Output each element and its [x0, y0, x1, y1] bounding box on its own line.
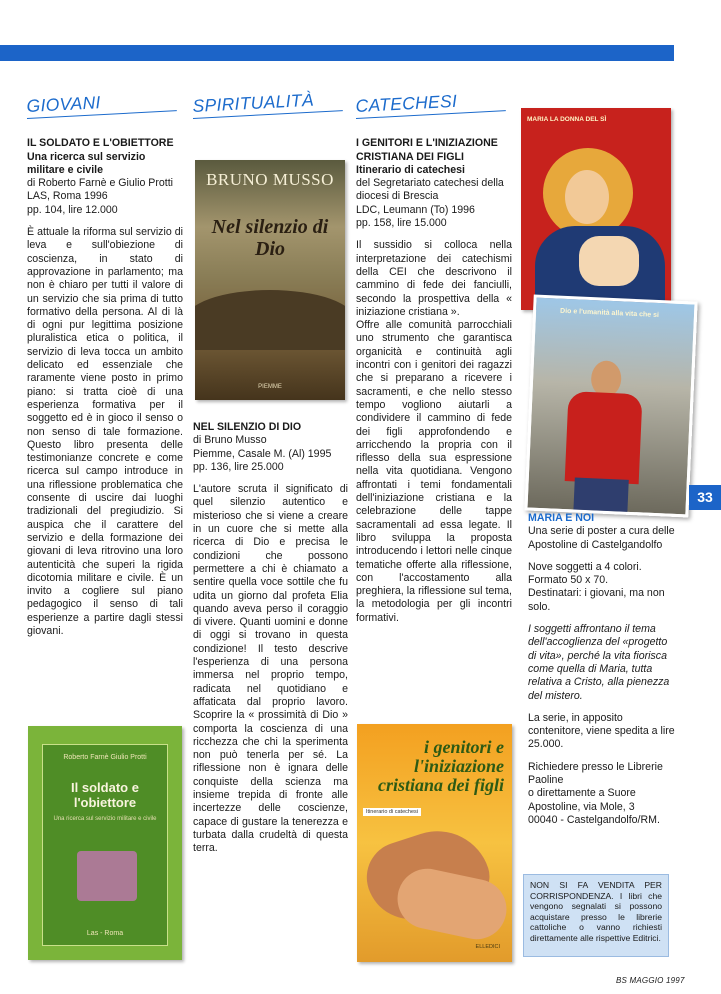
book-publisher: Piemme, Casale M. (Al) 1995	[193, 447, 332, 460]
book-meta	[27, 177, 183, 217]
column-catechesi	[355, 90, 512, 625]
book-meta	[356, 177, 512, 230]
maria-e-noi-desc: Una serie di poster a cura delle Apostoline di Castelgandolfo	[528, 525, 675, 551]
book-review: L'autore scruta il significato di quel silenzio autentico e misterioso che si viene a creare in un cuore che si mette alla ricerca di Dio e precisa le condizioni che possono permettere a chi è chiamato a sentire quella voce sottile che fu udita un giorno dal profeta Elia quando aveva perso il coraggio di vivere. Quanti uomini e donne di oggi si trovano in questa condizione! Il testo descrive l'esperienza di una persona immersa nel proprio tempo, radicata nel quotidiano e affaticata dal proprio lavoro. Scoprire la « prossimità di Dio » comporta la coscienza di una ricchezza che chi la sperimenta non può tenerla per sé. La riflessione non è ignara delle conquiste della scienza ma insieme trepida di fronte alle incertezze delle coscienze, capace di gustare la tenerezza e turbata dalla crudeltà di questa terra.	[193, 483, 348, 855]
book-review: È attuale la riforma sul servizio di leva e sull'obiezione di coscienza, in stato di approvazione in parlamento; ma non è chiaro per tutti il valore di un servizio che sia prima di tutto formativo della persona. Al di là di ogni pur legittima posizione pluralistica etica o politica, il servizio di leva tocca un ambito delicato ed essenziale che raramente viene posto in primo piano: si tratta cioè di una esperienza formativa per il soggetto ed è in gioco il senso o non senso di tale formazione. Questo libro presenta delle testimonianze concrete e come ricerca sul campo introduce in una riflessione problematica che consente di uscire dai luoghi tradizionali del pregiudizio. Si auspica che il carattere del servizio e della formazione dei giovani di leva ritrovino una loro autenticità che superi la rigida dicotomia militare e civile. È un invito a cogliere sul piano pedagogico il senso di tali esperienze a partire dagli stessi giovani.	[27, 226, 183, 637]
book-author: di Roberto Farnè e Giulio Protti	[27, 177, 174, 190]
section-heading-catechesi: CATECHESI	[355, 90, 458, 116]
book-cover-genitori	[357, 724, 512, 962]
poster-child	[579, 236, 639, 286]
maria-e-noi-title: MARIA E NOI	[528, 512, 595, 524]
poster-label: MARIA LA DONNA DEL SÌ	[527, 116, 607, 123]
poster-vita	[524, 295, 697, 518]
page-number: 33	[689, 485, 721, 510]
cover-flower-image	[77, 851, 137, 901]
section-heading-spiritualita: SPIRITUALITÀ	[192, 89, 315, 116]
book-title: NEL SILENZIO DI DIO	[193, 421, 302, 433]
section-heading-giovani: GIOVANI	[26, 92, 102, 116]
sales-note-box	[523, 874, 669, 957]
book-author: del Segretariato catechesi della diocesi di Brescia	[356, 177, 504, 203]
column-spiritualita	[192, 89, 348, 137]
book-cover-soldato	[28, 726, 182, 960]
maria-e-noi-info	[528, 512, 678, 827]
book-title: IL SOLDATO E L'OBIETTORE	[27, 137, 174, 150]
column-giovani	[26, 92, 183, 638]
poster-person-shirt	[565, 391, 643, 484]
cover-title: Il soldato e l'obiettore	[71, 780, 139, 810]
book-pages-price: pp. 136, lire 25.000	[193, 460, 284, 473]
poster-text: Dio e l'umanità alla vita che si	[559, 307, 660, 320]
maria-e-noi-order-1: Richiedere presso le Librerie Paoline	[528, 760, 663, 787]
cover-hill	[195, 290, 345, 350]
cover-child-hand-image	[392, 863, 512, 945]
poster-maria-donna-del-si	[521, 108, 671, 310]
book-review-part1: Il sussidio si colloca nella interpretazione dei catechismi della CEI che descrivono il cammino di fede dei fanciulli, secondo la prospettiva della « iniziazione cristiana ».	[356, 239, 512, 318]
cover-author: BRUNO MUSSO	[206, 170, 334, 189]
book-review-part2: Offre alle comunità parrocchiali uno strumento che garantisca organicità e continuità agli incontri con i genitori dei ragazzi che si preparano a ricevere i sacramenti, e che nello stesso tempo vogliono aiutarli a condividere il cammino di fede dei figli approfondendo e arricchendo la propria con il riflesso della sua espressione nella vita quotidiana. Vengono affrontati i temi fondamentali dell'iniziazione cristiana e la celebrazione delle tappe sacramentali ad essa legate. Il libro sviluppa la proposta introducendo i lettori nelle cinque tematiche offerte alla riflessione, con l'accostamento alla preghiera, la riflessione sul tema, la metodologia per gli incontri formativi.	[356, 319, 512, 624]
sales-note-heading: NON SI FA VENDITA PER CORRISPONDENZA.	[530, 880, 662, 901]
page-footer: BS MAGGIO 1997	[616, 976, 685, 985]
cover-label: Itinerario di catechesi	[363, 808, 421, 816]
book-subtitle: Itinerario di catechesi	[356, 163, 465, 176]
book-cover-nel-silenzio	[195, 160, 345, 400]
maria-e-noi-spec-format: Formato 50 x 70.	[528, 574, 609, 587]
book-subtitle: Una ricerca sul servizio militare e civile	[27, 150, 146, 176]
cover-title: Nel silenzio di Dio	[211, 216, 329, 260]
book-entry-nel-silenzio	[193, 421, 348, 856]
maria-e-noi-italic: I soggetti affrontano il tema dell'accoglienza del «progetto di vita», perché la vita fiorisca come quella di Maria, tutta relativa a Cristo, alla pienezza del mistero.	[528, 623, 670, 702]
maria-e-noi-spec-colors: Nove soggetti a 4 colori.	[528, 560, 642, 573]
cover-subtitle: Una ricerca sul servizio militare e civile	[53, 816, 157, 822]
cover-publisher: Las - Roma	[86, 930, 124, 937]
maria-e-noi-order-2: o direttamente a Suore Apostoline, via Mole, 3	[528, 787, 636, 813]
book-publisher: LDC, Leumann (To) 1996	[356, 203, 475, 216]
maria-e-noi-spec-target: Destinatari: i giovani, ma non solo.	[528, 587, 665, 613]
book-meta	[193, 434, 348, 474]
top-color-bar	[0, 45, 674, 61]
poster-face	[565, 170, 609, 224]
maria-e-noi-order-3: 00040 - Castelgandolfo/RM.	[528, 813, 660, 826]
book-author: di Bruno Musso	[193, 434, 267, 447]
book-title: I GENITORI E L'INIZIAZIONE CRISTIANA DEI FIGLI	[356, 137, 498, 163]
cover-publisher: PIEMME	[258, 384, 282, 390]
cover-authors: Roberto Farnè Giulio Protti	[63, 754, 147, 761]
book-pages-price: pp. 158, lire 15.000	[356, 217, 447, 230]
cover-publisher: ELLEDICI	[475, 944, 500, 950]
book-publisher: LAS, Roma 1996	[27, 190, 108, 203]
maria-e-noi-price: La serie, in apposito contenitore, viene spedita a lire 25.000.	[528, 711, 675, 751]
cover-landscape	[195, 160, 345, 400]
sales-note-text: I libri che vengono segnalati si possono acquistare presso le librerie cattoliche o vanno richiesti direttamente alle rispettive Editrici.	[530, 890, 663, 943]
cover-title: i genitori e l'iniziazione cristiana dei figli	[378, 737, 504, 795]
cover-panel	[42, 744, 168, 946]
book-pages-price: pp. 104, lire 12.000	[27, 203, 118, 216]
